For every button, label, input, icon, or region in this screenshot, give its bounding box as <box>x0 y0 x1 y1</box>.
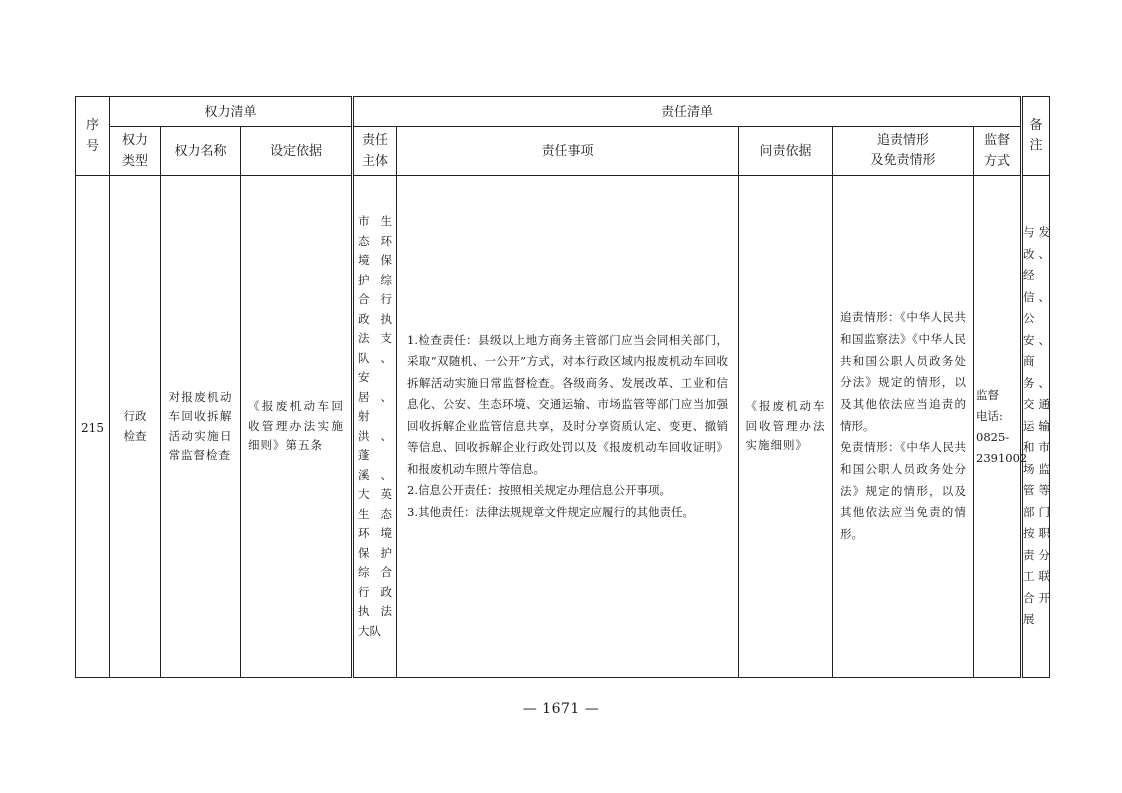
responsibility-items-text: 1.检查责任：县级以上地方商务主管部门应当会同相关部门，采取“双随机、一公开”方式，对本行政区域内报废机动车回收拆解活动实施日常监督检查。各级商务、发展改革、工业和信息化、公安、生态环境、交通运输、市场监管等部门应当加强回收拆解企业监管信息共享，及时分享资质认定、变更、撤销等信息、回收拆解企业行政处罚以及《报废机动车回收证明》和报废机动车照片等信息。 2.信息公开责任：按照相关规定办理信息公开事项。 3.其他责任：法律法规规章文件规定应履行的其他责任。 <box>407 332 729 519</box>
header-seq: 序号 <box>76 97 110 176</box>
header-power-type: 权力类型 <box>110 127 161 176</box>
liability-text: 追责情形：《中华人民共和国监察法》《中华人民共和国公职人员政务处分法》规定的情形，以及其他依法应当追责的情形。 免责情形：《中华人民共和国公职人员政务处分法》规定的情形，以及其他依法应当免责的情形。 <box>840 310 967 542</box>
row-accountability-basis: 《报废机动车回收管理办法实施细则》 <box>739 176 833 678</box>
row-legal-basis: 《报废机动车回收管理办法实施细则》第五条 <box>241 176 353 678</box>
row-supervision <box>974 176 1028 678</box>
header-responsibility-list: 责任清单 <box>353 97 1022 127</box>
header-remarks: 备注 <box>1022 97 1050 176</box>
header-responsibility-items: 责任事项 <box>397 127 739 176</box>
header-accountability-basis: 问责依据 <box>739 127 833 176</box>
row-liability <box>833 176 974 678</box>
header-liability: 追责情形 及免责情形 <box>833 127 974 176</box>
page-number: — 1671 — <box>522 701 600 717</box>
row-responsibility-items <box>397 176 739 678</box>
row-seq: 215 <box>76 176 110 678</box>
power-responsibility-table <box>75 96 1050 678</box>
row-power-name: 对报废机动车回收拆解活动实施日常监督检查 <box>161 176 241 678</box>
header-supervision: 监督方式 <box>974 127 1022 176</box>
row-power-type: 行政检查 <box>110 176 161 678</box>
supervision-text: 监督 电话: 0825- 2391002 <box>976 387 1028 465</box>
header-power-list: 权力清单 <box>110 97 353 127</box>
header-power-name: 权力名称 <box>161 127 241 176</box>
row-responsibility-subject: 市生态环境保护综合行政执法支队、安居、射洪、蓬溪、大英生态环境保护综合行政执法大队 <box>353 176 397 678</box>
row-remarks: 与发改、经信、公安、商务、交通运输和市场监管等部门按职责分工联合开展 <box>1022 176 1050 678</box>
header-legal-basis: 设定依据 <box>241 127 353 176</box>
header-responsibility-subject: 责任主体 <box>353 127 397 176</box>
